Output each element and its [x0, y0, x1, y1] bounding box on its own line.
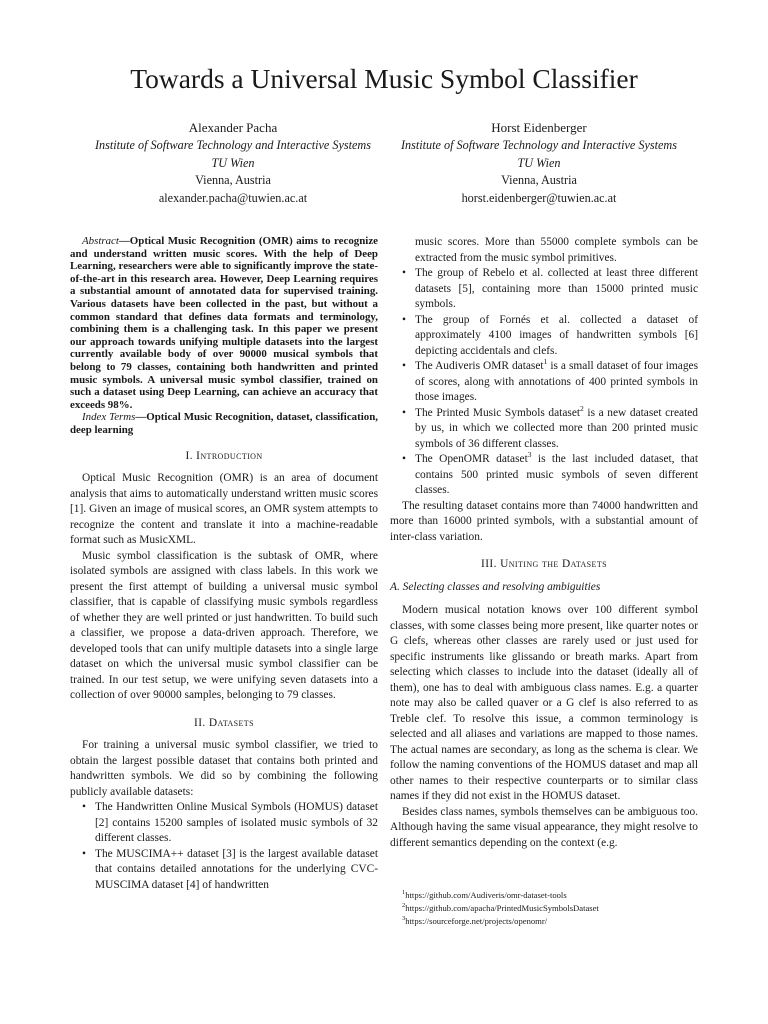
footnote-link[interactable]: https://github.com/Audiveris/omr-dataset-tools — [405, 890, 567, 900]
author-location: Vienna, Austria — [501, 173, 577, 187]
author-institute: Institute of Software Technology and Interactive Systems — [95, 138, 371, 152]
author-block-1 — [68, 118, 398, 207]
author-name: Horst Eidenberger — [491, 120, 587, 135]
footnote-link[interactable]: https://github.com/apacha/PrintedMusicSymbolsDataset — [405, 902, 599, 913]
list-item: • The group of Fornés et al. collected a dataset of approximately 4100 images of handwritten symbols [6] depicting accidentals and clefs. — [402, 313, 698, 357]
abstract — [70, 235, 378, 411]
list-item: • The Audiveris OMR dataset$^1$ is a small dataset of four images of scores, along with annotations of 400 printed symbols in those images. — [402, 357, 698, 403]
paragraph: Besides class names, symbols themselves can be ambiguous too. Although having the same visual appearance, they might resolve to different semantics depending on the context (e.g. — [390, 805, 698, 849]
section-heading-uniting: III. Uniting the Datasets — [481, 558, 607, 570]
subsection-heading: A. Selecting classes and resolving ambiguities — [390, 580, 601, 593]
list-item: • The Printed Music Symbols dataset$^2$ is a new dataset created by us, in which we collected more than 200 printed music symbols of 36 different classes. — [402, 403, 698, 450]
list-item: • The group of Rebelo et al. collected at least three different datasets [5], containing more than 15000 printed music symbols. — [402, 267, 698, 310]
author-university: TU Wien — [211, 155, 255, 170]
author-name: Alexander Pacha — [188, 120, 278, 135]
bullet-icon: • — [402, 453, 406, 465]
paragraph: The resulting dataset contains more than 74000 handwritten and more than 16000 printed symbols, with a substantial amount of inter-class variation. — [390, 499, 698, 543]
footnote-mark: 1 — [543, 357, 548, 367]
paragraph: Music symbol classification is the subtask of OMR, where isolated symbols are assigned with class labels. In this work we present the first attempt of building a universal music symbol classifier, that is capable of classifying music symbols regardless of whether they are well printed or just handwritten. To build such a classifier, we propose a data-driven approach. Therefore, we developed tools that can unify multiple datasets into a single large dataset on which the universal music symbol classifier can be trained. In our test setup, we were unifying seven datasets into a collection of over 90000 samples, belonging to 79 classes. — [70, 549, 378, 701]
footnotes — [390, 889, 698, 927]
bullet-icon: • — [82, 801, 86, 813]
section-heading-datasets: II. Datasets — [194, 716, 254, 729]
bullet-icon: • — [402, 313, 406, 326]
bullet-icon: • — [402, 360, 406, 372]
author-location: Vienna, Austria — [195, 173, 271, 187]
author-block-2 — [374, 118, 704, 207]
paragraph: Optical Music Recognition (OMR) is an area of document analysis that aims to automatically understand written music scores [1]. Given an image of musical scores, an OMR system attempts to recognize the content and translate it into a machine-readable format such as MusicXML. — [70, 472, 378, 546]
list-item: • The MUSCIMA++ dataset [3] is the largest available dataset that contains detailed annotations for the underlying CVC-MUSCIMA dataset [4] of handwritten — [82, 847, 378, 891]
author-university: TU Wien — [517, 155, 561, 170]
bullet-icon: • — [82, 847, 86, 860]
right-column — [390, 235, 698, 851]
paragraph: Modern musical notation knows over 100 different symbol classes, with some classes being more present, like quarter notes or G clefs, whereas other classes are rarely used or just used for specific instruments like glissando or breath marks. Apart from selecting which classes to include into the dataset (ideally all of them), one has to deal with ambiguous class names. E.g. a quarter note may also be called quaver or a G clef is also referred to as Treble clef. To resolve this issue, a common terminology is selected and all aliases and variations are mapped to those names. The actual names are secondary, as long as the schema is clear. We follow the naming conventions of the HOMUS dataset and map all other names to their respective counterparts or to similar class names if they did not exist in the HOMUS dataset. — [390, 604, 698, 802]
dataset-list — [70, 800, 378, 893]
abstract-label: Abstract — [82, 235, 119, 247]
section-heading-introduction: I. Introduction — [185, 449, 263, 462]
footnote-link[interactable]: https://sourceforge.net/projects/openomr/ — [405, 915, 548, 926]
index-terms-text: —Optical Music Recognition, dataset, classification, deep learning — [70, 411, 378, 436]
footnote-mark: 2 — [580, 403, 584, 413]
author-email: horst.eidenberger@tuwien.ac.at — [461, 190, 617, 205]
left-column — [70, 235, 378, 893]
list-item: • The Handwritten Online Musical Symbols (HOMUS) dataset [2] contains 15200 samples of isolated music symbols of 32 different classes. — [82, 801, 378, 844]
index-terms — [70, 411, 378, 436]
bullet-icon: • — [402, 406, 406, 419]
paper-title: Towards a Universal Music Symbol Classifier — [130, 63, 638, 94]
author-email: alexander.pacha@tuwien.ac.at — [158, 190, 308, 205]
footnote: $^2$https://github.com/apacha/PrintedMusicSymbolsDataset — [402, 901, 599, 913]
list-item-continued: music scores. More than 55000 complete symbols can be extracted from the music symbol primitives. — [415, 236, 698, 264]
author-institute: Institute of Software Technology and Interactive Systems — [401, 138, 677, 152]
bullet-icon: • — [402, 267, 406, 279]
abstract-text: —Optical Music Recognition (OMR) aims to recognize and understand written music scores. With the help of Deep Learning, researchers were able to significantly improve the state-of-the-art in this research area. However, Deep Learning requires a substantial amount of annotated data for supervised training. Various datasets have been collected in the past, but without a common standard that defines data formats and terminology, combining them is a challenging task. In this paper we present our approach towards unifying multiple datasets into the largest currently available body of over 90000 musical symbols that belong to 79 classes, containing both handwritten and printed music symbols. A universal music symbol classifier, trained on such a dataset using Deep Learning, can achieve an accuracy that exceeds 98%. — [70, 235, 378, 411]
index-terms-label: Index Terms — [82, 411, 136, 424]
footnote-mark: 3 — [527, 450, 532, 460]
dataset-list-continued — [390, 235, 698, 499]
footnote: $^1$https://github.com/Audiveris/omr-dataset-tools — [402, 889, 567, 900]
list-item: • The OpenOMR dataset$^3$ is the last included dataset, that contains 500 printed music symbols of seven different classes. — [402, 450, 699, 496]
paragraph: For training a universal music symbol classifier, we tried to obtain the largest possible dataset that contains both printed and handwritten symbols. We did so by combining the following publicly available datasets: — [70, 739, 378, 798]
footnote: $^3$https://sourceforge.net/projects/openomr/ — [402, 914, 548, 926]
